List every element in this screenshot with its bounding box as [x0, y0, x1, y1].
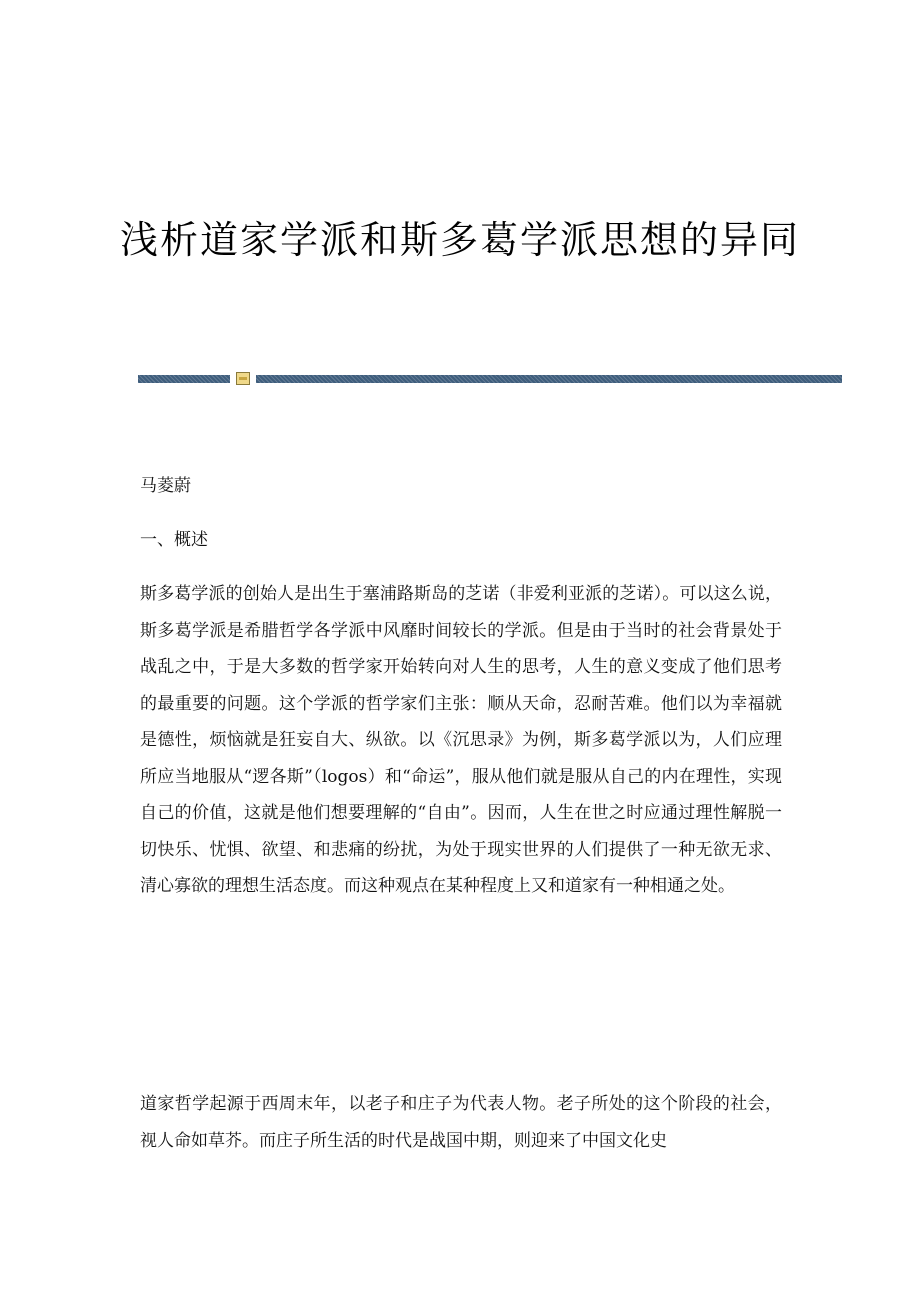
divider-ornament-icon	[236, 372, 250, 385]
section-heading: 一、概述	[140, 530, 208, 550]
author-name: 马菱蔚	[140, 476, 191, 496]
paragraph: 斯多葛学派的创始人是出生于塞浦路斯岛的芝诺（非爱利亚派的芝诺）。可以这么说，斯多葛学派是希腊哲学各学派中风靡时间较长的学派。但是由于当时的社会背景处于战乱之中，于是大多数的哲学家开始转向对人生的思考，人生的意义变成了他们思考的最重要的问题。这个学派的哲学家们主张：顺从天命，忍耐苦难。他们以为幸福就是德性，烦恼就是狂妄自大、纵欲。以《沉思录》为例，斯多葛学派以为，人们应理所应当地服从“逻各斯”（logos）和“命运”，服从他们就是服从自己的内在理性，实现自己的价值，这就是他们想要理解的“自由”。因而，人生在世之时应通过理性解脱一切快乐、忧惧、欲望、和悲痛的纷扰，为处于现实世界的人们提供了一种无欲无求、清心寡欲的理想生活态度。而这种观点在某种程度上又和道家有一种相通之处。	[140, 584, 782, 896]
document-title: 浅析道家学派和斯多葛学派思想的异同	[119, 218, 800, 263]
title-divider-left	[138, 375, 230, 383]
title-divider-right	[256, 375, 842, 383]
paragraph: 道家哲学起源于西周末年，以老子和庄子为代表人物。老子所处的这个阶段的社会，视人命如草芥。而庄子所生活的时代是战国中期，则迎来了中国文化史	[140, 1094, 782, 1151]
